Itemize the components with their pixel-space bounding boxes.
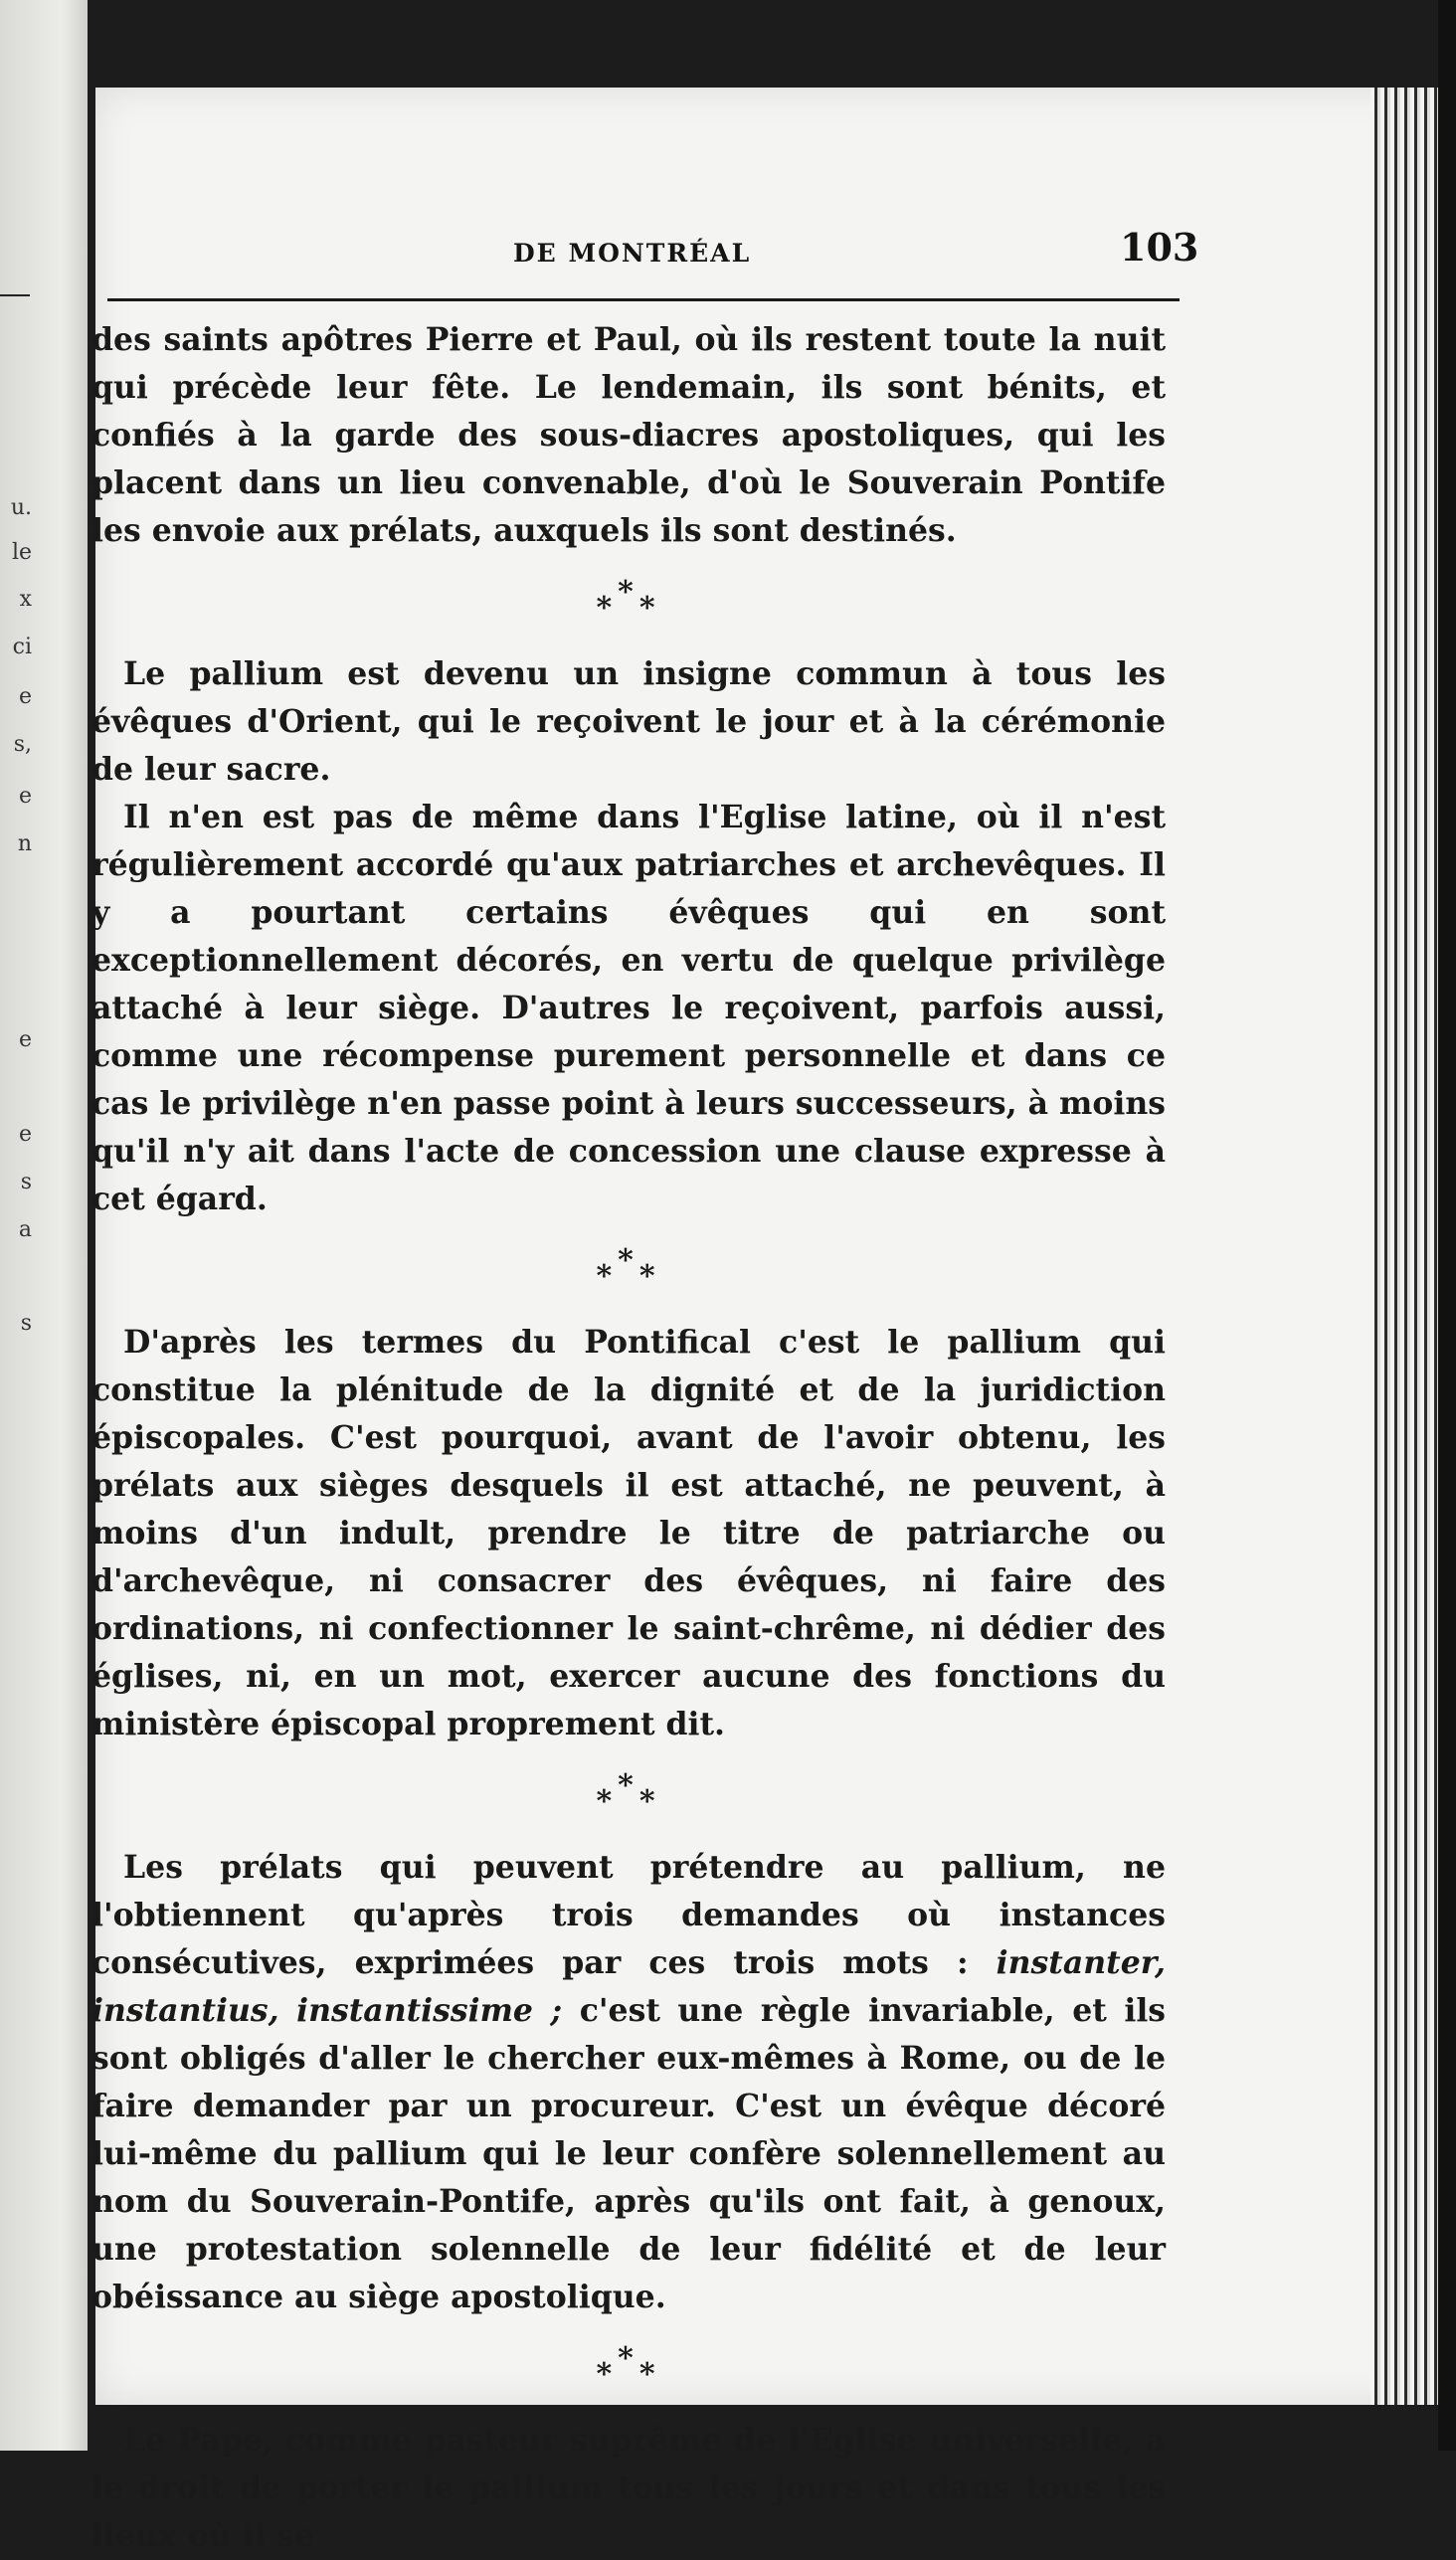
section-separator: *** bbox=[596, 1768, 661, 1819]
paragraph: Les prélats qui peuvent prétendre au pallium, ne l'obtiennent qu'après trois demandes où instances consécutives, exprimées par ces trois mots : instanter, instantius, instantissime ; c'est une règle invariable, et ils sont obligés d'aller le chercher eux-mêmes à Rome, ou de le faire demander par un procureur. C'est un évêque décoré lui-même du pallium qui le leur confère solennellement au nom du Souverain-Pontife, après qu'ils ont fait, à genoux, une protestation solennelle de leur fidélité et de leur obéissance au siège apostolique. bbox=[91, 1849, 1167, 2315]
paragraph: des saints apôtres Pierre et Paul, où ils restent toute la nuit qui précède leur fête. Le lendemain, ils sont bénits, et confiés à la garde des sous-diacres apostoliques, qui les placent dans un lieu convenable, d'où le Souverain Pontife les envoie aux prélats, auxquels ils sont destinés. bbox=[91, 321, 1166, 549]
section-separator: *** bbox=[596, 575, 661, 626]
facing-page-fragment: n bbox=[17, 831, 32, 856]
paragraph: Le Pape, comme pasteur suprême de l'Eglise universelle, a le droit de porter le pallium tous les jours et dans tous les lieux où il se bbox=[91, 2422, 1166, 2554]
section-separator: *** bbox=[596, 1243, 661, 1294]
paragraph: Le pallium est devenu un insigne commun à tous les évêques d'Orient, qui le reçoivent le jour et à la cérémonie de leur sacre. bbox=[91, 655, 1166, 788]
page-block-edges bbox=[1370, 88, 1438, 2405]
facing-page-fragment: s, bbox=[13, 732, 32, 757]
facing-page-fragment: u. bbox=[10, 495, 32, 520]
facing-page-fragment: e bbox=[18, 1027, 32, 1052]
section-separator: *** bbox=[596, 2341, 661, 2392]
facing-page-fragment: ci bbox=[12, 635, 32, 659]
facing-page-fragment: x bbox=[19, 587, 32, 612]
facing-page-fragment: le bbox=[11, 540, 32, 565]
facing-page-fragment: e bbox=[18, 1122, 32, 1147]
paragraph: Il n'en est pas de même dans l'Eglise latine, où il n'est régulièrement accordé qu'aux patriarches et archevêques. Il y a pourtant certains évêques qui en sont exceptionnellement décorés, en vertu de quelque privilège attaché à leur siège. D'autres le reçoivent, parfois aussi, comme une récompense purement personnelle et dans ce cas le privilège n'en passe point à leurs successeurs, à moins qu'il n'y ait dans l'acte de concession une clause expresse à cet égard. bbox=[91, 799, 1166, 1217]
facing-page-rule bbox=[0, 294, 30, 296]
facing-page-fragment: s bbox=[20, 1311, 32, 1336]
running-head: DE MONTRÉAL bbox=[513, 239, 752, 268]
page-body bbox=[91, 316, 1166, 2560]
page-number: 103 bbox=[1120, 225, 1199, 270]
facing-page-fragment: s bbox=[20, 1170, 32, 1194]
latin-phrase: instanter, instantius, instantissime ; bbox=[91, 1944, 1166, 2029]
facing-page-fragment: a bbox=[18, 1217, 32, 1242]
scan-background bbox=[1438, 0, 1456, 2451]
paragraph: D'après les termes du Pontifical c'est le pallium qui constitue la plénitude de la dignité et de la juridiction épiscopales. C'est pourquoi, avant de l'avoir obtenu, les prélats aux sièges desquels il est attaché, ne peuvent, à moins d'un indult, prendre le titre de patriarche ou d'archevêque, ni consacrer des évêques, ni faire des ordinations, ni confectionner le saint-chrême, ni dédier des églises, ni, en un mot, exercer aucune des fonctions du ministère épiscopal proprement dit. bbox=[91, 1324, 1166, 1742]
book-page bbox=[91, 88, 1418, 2554]
facing-page-edge bbox=[0, 0, 88, 2451]
facing-page-fragment: e bbox=[18, 684, 32, 709]
header-rule bbox=[107, 298, 1180, 301]
facing-page-fragment: e bbox=[18, 784, 32, 809]
